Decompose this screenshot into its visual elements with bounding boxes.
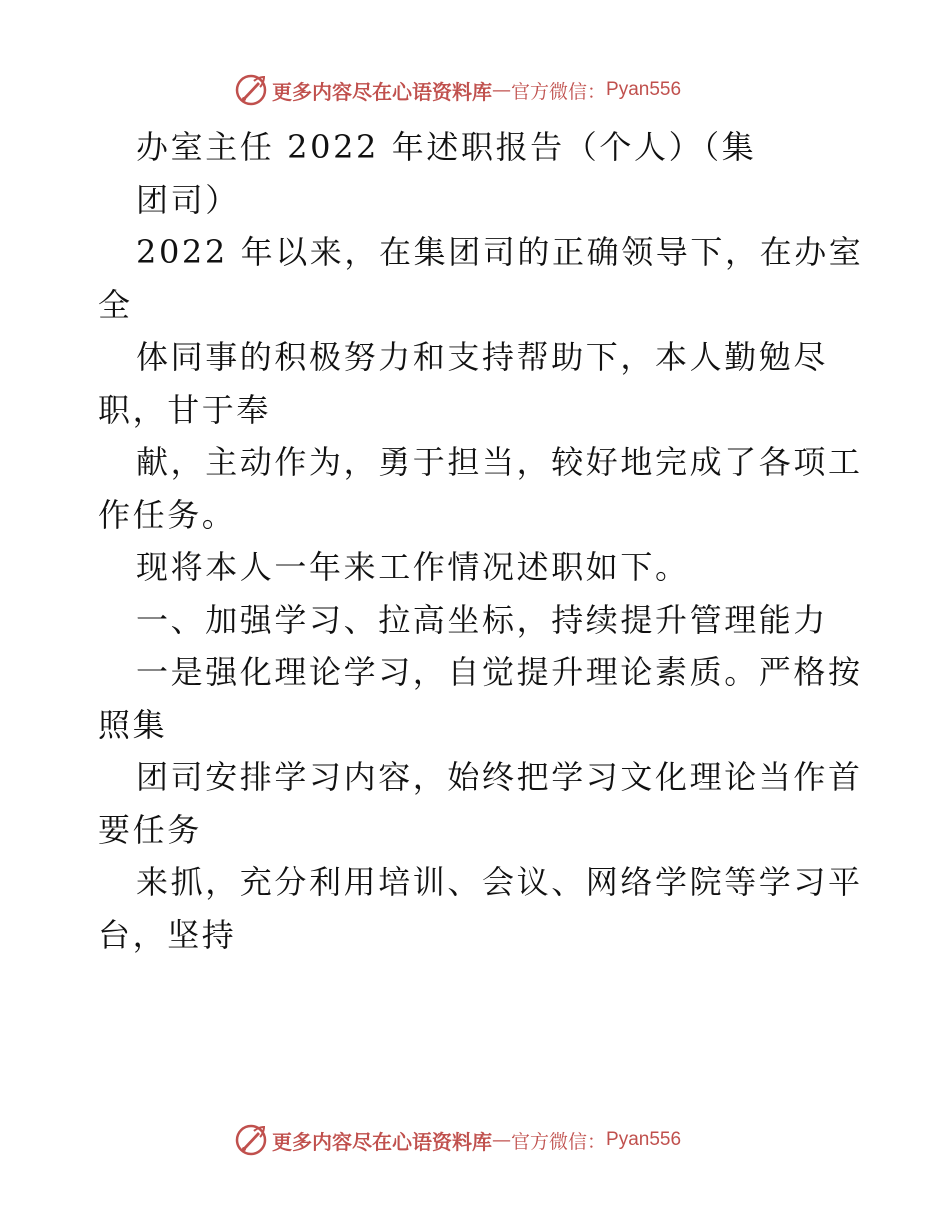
text-line: 团司） <box>136 180 240 219</box>
text-line: 献，主动作为，勇于担当，较好地完成了各项工 <box>136 443 863 481</box>
banner-dash: — <box>492 1129 511 1151</box>
text-line: 台，坚持 <box>98 915 237 954</box>
quill-logo-icon <box>234 73 268 107</box>
quill-logo-icon <box>234 1123 268 1157</box>
text-line: 来抓，充分利用培训、会议、网络学院等学习平 <box>136 863 863 901</box>
text-line: 现将本人一年来工作情况述职如下。 <box>136 548 690 586</box>
text-line: 要任务 <box>98 810 202 849</box>
text-line: 职，甘于奉 <box>98 390 272 429</box>
text-line: 照集 <box>98 705 168 744</box>
header-banner[interactable] <box>234 70 681 110</box>
banner-wechat-id: Pyan556 <box>606 1129 682 1150</box>
text-line: 全 <box>98 285 133 324</box>
document-body <box>98 121 864 961</box>
footer-banner[interactable] <box>234 1120 681 1160</box>
banner-official-label: 官方微信： <box>511 80 607 103</box>
banner-official-label: 官方微信： <box>511 1130 607 1153</box>
banner-title: 更多内容尽在心语资料库 <box>272 79 492 104</box>
text-line: 2022 年以来，在集团司的正确领导下，在办室 <box>136 233 864 271</box>
banner-dash: — <box>492 79 511 101</box>
text-line: 团司安排学习内容，始终把学习文化理论当作首 <box>136 758 863 796</box>
text-line: 一、加强学习、拉高坐标，持续提升管理能力 <box>136 600 829 639</box>
banner-title: 更多内容尽在心语资料库 <box>272 1129 492 1154</box>
text-line: 体同事的积极努力和支持帮助下，本人勤勉尽 <box>136 338 829 376</box>
text-line: 作任务。 <box>98 495 237 534</box>
text-line: 办室主任 2022 年述职报告（个人）（集 <box>136 128 757 166</box>
text-line: 一是强化理论学习，自觉提升理论素质。严格按 <box>136 653 863 691</box>
banner-wechat-id: Pyan556 <box>606 79 682 100</box>
